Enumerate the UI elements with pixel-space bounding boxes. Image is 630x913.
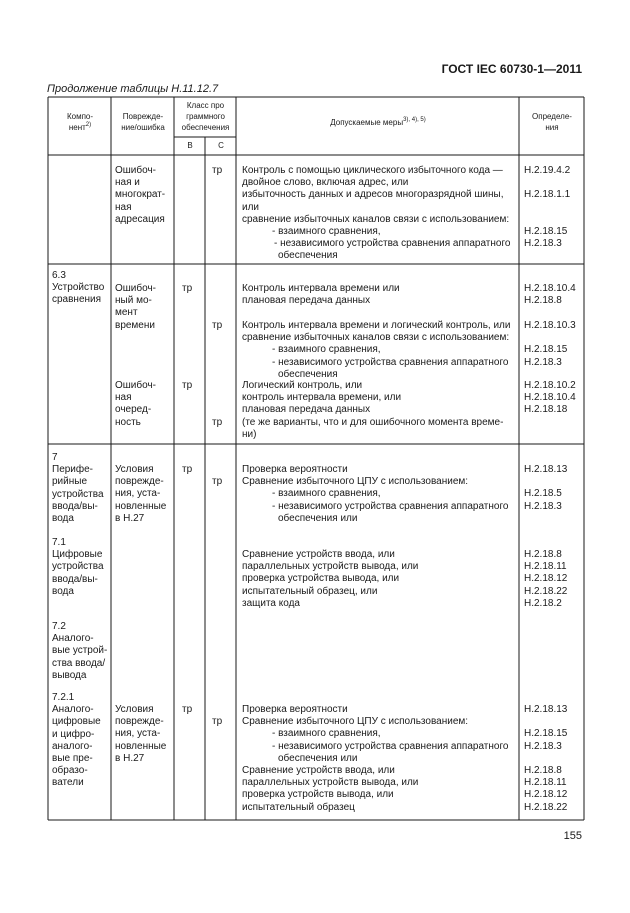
header-component: Компо- нент$^{2)}$ <box>66 112 94 132</box>
row3-measures-peripheral: Проверка вероятности Сравнение избыточного ЦПУ с использованием: - взаимного сравнения, - независимого устройства сравнения аппаратного обеспечения или <box>242 464 509 524</box>
row2-class-b-sequence: тр <box>182 380 193 391</box>
row1-failure: Ошибоч- ная и многократ- ная адресация <box>115 165 166 225</box>
row3-component-analog: 7.2 Аналого- вые устрой- ства ввода/ вывода <box>52 621 108 681</box>
row2-class-c-sequence: тр <box>212 417 223 428</box>
row2-measures-timing: Контроль интервала времени или плановая передача данных <box>242 283 400 307</box>
row3-component-peripheral: 7 Перифе- рийные устройства ввода/вы- вода <box>52 452 104 525</box>
header-failure: Поврежде- ние/ошибка <box>121 112 165 132</box>
header-software-class: Класс про граммного обеспечения <box>181 101 230 132</box>
row3-class-c-converters: тр <box>212 716 223 727</box>
row3-measures-converters: Проверка вероятности Сравнение избыточного ЦПУ с использованием: - взаимного сравнения, - независимого устройства сравнения аппаратного обеспечения или Сравнение устройств ввода, или параллельных устройств вывода, или проверка устройств вывода, или испытательный образец <box>242 704 509 813</box>
page-number: 155 <box>563 830 582 842</box>
row2-failure-timing: Ошибоч- ный мо- мент времени <box>115 283 156 331</box>
row3-class-b-peripheral: тр <box>182 464 193 475</box>
row2-class-b-timing: тр <box>182 283 193 294</box>
row2-definitions-sequence: Н.2.18.10.2 Н.2.18.10.4 Н.2.18.18 <box>524 380 576 416</box>
header-measures: Допускаемые меры$^{3), 4), 5)}$ <box>330 117 426 127</box>
row3-measures-digital: Сравнение устройств ввода, или параллельных устройств вывода, или проверка устройства вывода, или испытательный образец, или защита кода <box>242 549 419 609</box>
header-class-c: C <box>218 141 224 150</box>
standard-number: ГОСТ IEC 60730-1—2011 <box>441 62 582 76</box>
row2-class-c-timing: тр <box>212 320 223 331</box>
row3-definitions-peripheral: Н.2.18.13 Н.2.18.5 Н.2.18.3 <box>524 464 568 512</box>
header-class-b: B <box>187 141 193 150</box>
row3-definitions-digital: Н.2.18.8 Н.2.18.11 Н.2.18.12 Н.2.18.22 Н.2.18.2 <box>524 549 568 609</box>
row1-class-c: тр <box>212 165 223 176</box>
row3-component-digital: 7.1 Цифровые устройства ввода/вы- вода <box>52 537 104 597</box>
row2-failure-sequence: Ошибоч- ная очеред- ность <box>115 380 156 428</box>
row3-definitions-converters: Н.2.18.13 Н.2.18.15 Н.2.18.3 Н.2.18.8 Н.2.18.11 Н.2.18.12 Н.2.18.22 <box>524 704 568 813</box>
row2-component: 6.3 Устройство сравнения <box>52 270 105 306</box>
row3-failure-peripheral: Условия поврежде- ния, уста- новленные в Н.27 <box>115 464 167 524</box>
table-continuation-caption: Продолжение таблицы Н.11.12.7 <box>47 83 219 95</box>
row3-class-b-converters: тр <box>182 704 193 715</box>
row3-class-c-peripheral: тр <box>212 476 223 487</box>
row1-definitions: Н.2.19.4.2 Н.2.18.1.1 Н.2.18.15 Н.2.18.3 <box>524 165 571 250</box>
row3-component-converters: 7.2.1 Аналого- цифровые и цифро- аналого- вые пре- образо- ватели <box>52 692 101 789</box>
row2-measures-timing-2: Контроль интервала времени и логический контроль, или сравнение избыточных каналов связи с использованием: - взаимного сравнения, - независимого устройства сравнения аппаратного обеспечения <box>242 320 511 380</box>
header-definitions: Определе- ния <box>532 112 572 132</box>
row1-measures: Контроль с помощью циклического избыточного кода — двойное слово, включая адрес, или избыточность данных и адресов многоразрядной шины, или сравнение избыточных каналов связи с использованием: - взаимного сравнения, - независимого устройства сравнения аппаратного обеспечения <box>242 165 511 262</box>
row2-measures-sequence: Логический контроль, или контроль интервала времени, или плановая передача данных (те же варианты, что и для ошибочного момента време- ни) <box>242 380 504 440</box>
row2-definitions-timing-2: Н.2.18.10.3 Н.2.18.15 Н.2.18.3 <box>524 320 576 368</box>
row2-definitions-timing: Н.2.18.10.4 Н.2.18.8 <box>524 283 576 307</box>
row3-failure-converters: Условия поврежде- ния, уста- новленные в Н.27 <box>115 704 167 764</box>
